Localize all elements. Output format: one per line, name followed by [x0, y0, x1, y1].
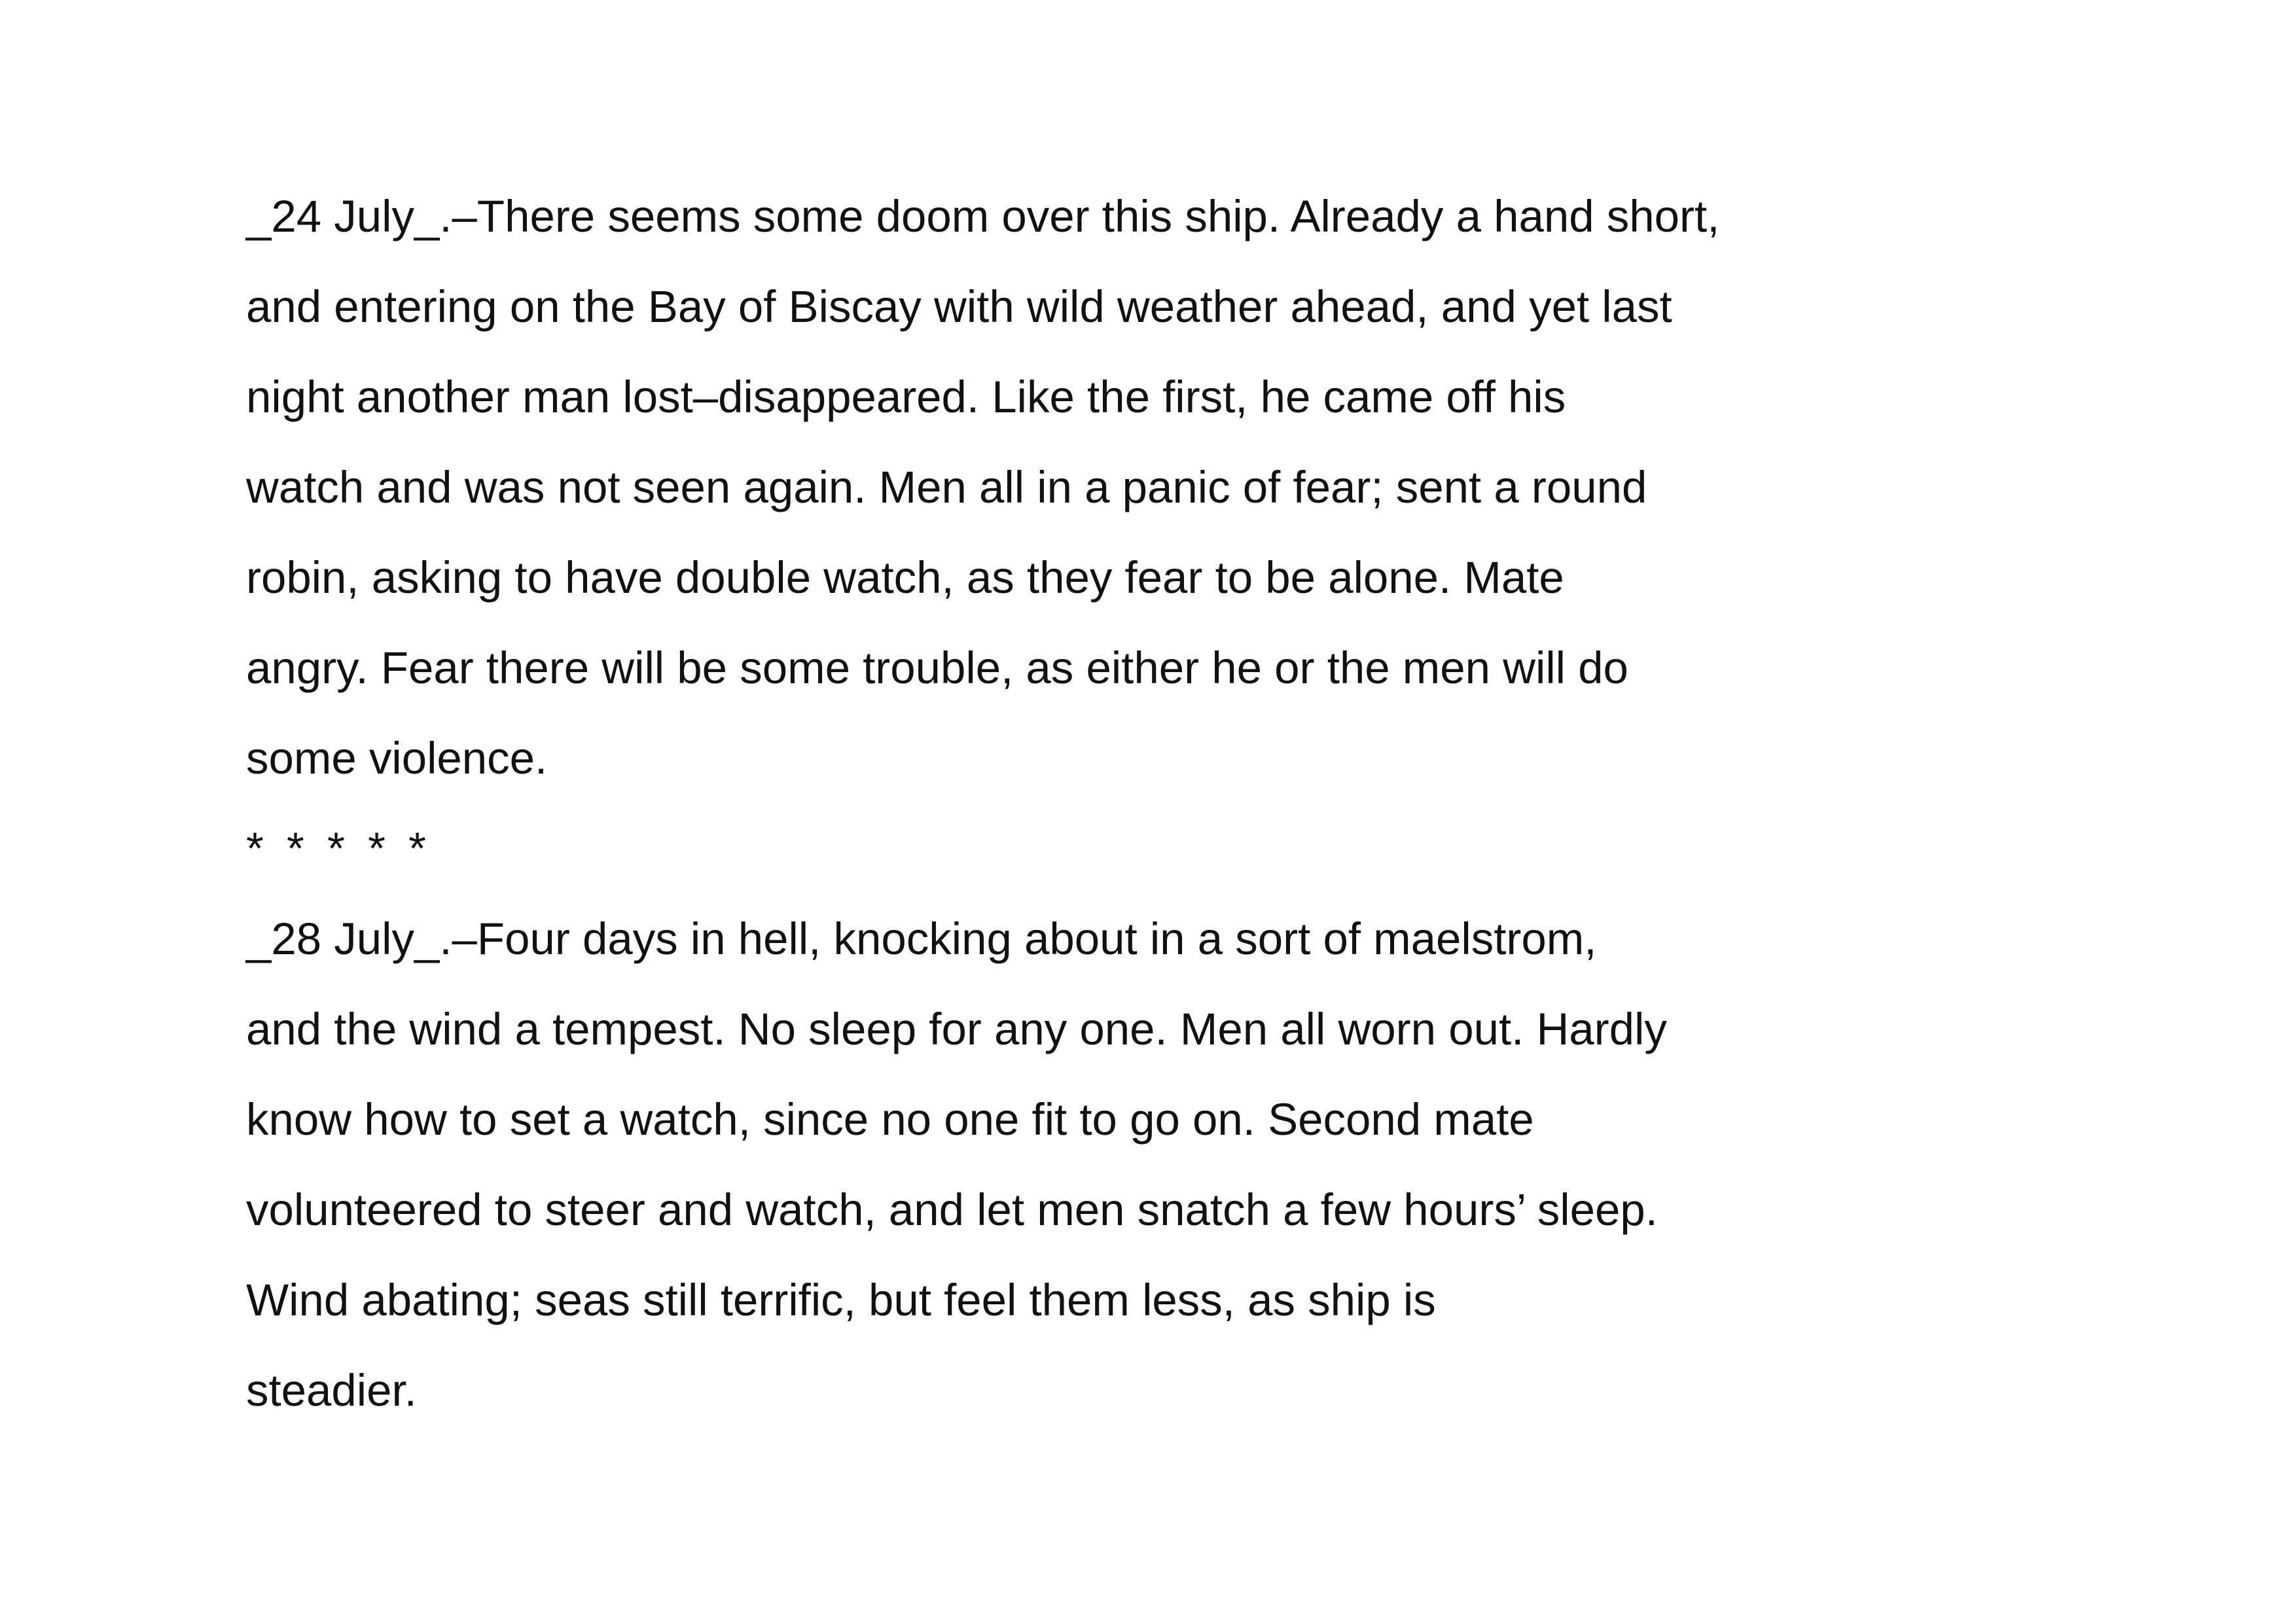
- text-line: watch and was not seen again. Men all in a panic of fear; sent a round: [246, 462, 1647, 512]
- text-line: volunteered to steer and watch, and let men snatch a few hours’ sleep.: [246, 1185, 1658, 1235]
- text-line: some violence.: [246, 733, 548, 783]
- text-line: and the wind a tempest. No sleep for any one. Men all worn out. Hardly: [246, 1004, 1667, 1054]
- text-line: Wind abating; seas still terrific, but feel them less, as ship is: [246, 1275, 1436, 1325]
- journal-entry-24-july: [246, 171, 2144, 804]
- text-line: night another man lost–disappeared. Like the first, he came off his: [246, 372, 1566, 422]
- journal-text: [246, 171, 2144, 1436]
- section-separator: * * * * *: [246, 823, 431, 874]
- text-line: _28 July_.–Four days in hell, knocking about in a sort of maelstrom,: [246, 914, 1597, 964]
- text-line: steadier.: [246, 1365, 417, 1416]
- text-line: robin, asking to have double watch, as they fear to be alone. Mate: [246, 552, 1564, 603]
- journal-entry-28-july: [246, 894, 2144, 1436]
- text-line: _24 July_.–There seems some doom over this ship. Already a hand short,: [246, 191, 1720, 241]
- text-line: and entering on the Bay of Biscay with wild weather ahead, and yet last: [246, 281, 1672, 332]
- text-line: know how to set a watch, since no one fit to go on. Second mate: [246, 1094, 1534, 1145]
- text-line: angry. Fear there will be some trouble, as either he or the men will do: [246, 643, 1628, 693]
